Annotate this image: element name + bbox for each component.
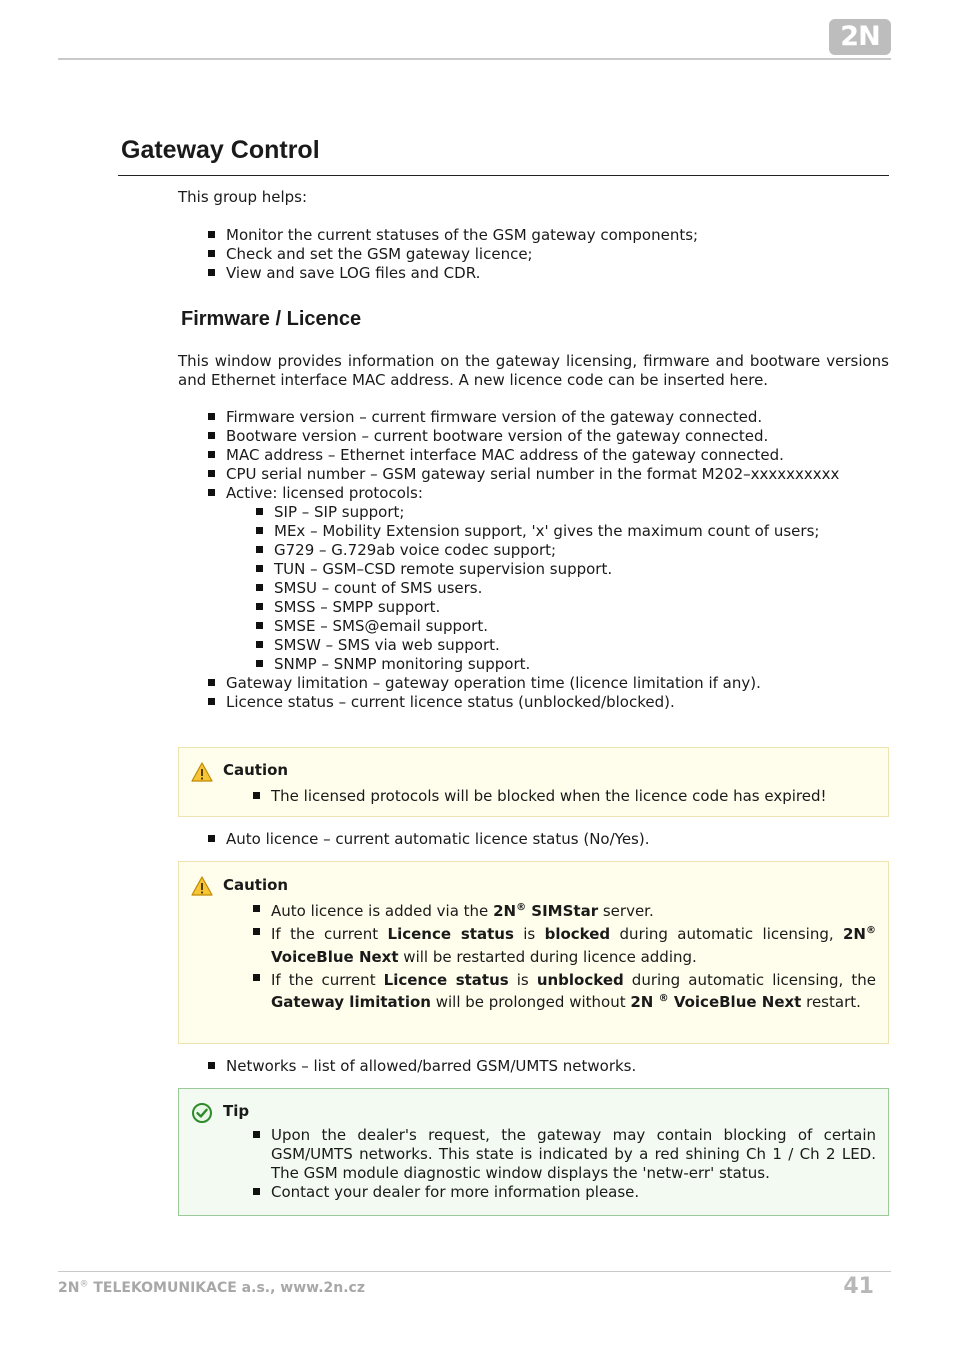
text: restart.	[801, 993, 861, 1011]
footer-rule	[58, 1271, 891, 1272]
warning-icon	[191, 875, 213, 897]
caution-list	[271, 900, 876, 1013]
list-item: Monitor the current statuses of the GSM gateway components;	[226, 226, 889, 245]
text: If the current	[271, 971, 384, 989]
product-name: VoiceBlue Next	[271, 948, 399, 966]
list-item: Licence status – current licence status (unblocked/blocked).	[226, 693, 889, 712]
text: will be restarted during licence adding.	[398, 948, 697, 966]
tip-title: Tip	[223, 1102, 250, 1120]
page-number: 41	[843, 1274, 874, 1299]
list-item: MAC address – Ethernet interface MAC address of the gateway connected.	[226, 446, 889, 465]
list-item: Check and set the GSM gateway licence;	[226, 245, 889, 264]
protocol-list	[274, 503, 889, 674]
licence-field-list	[226, 408, 889, 712]
product-name: SIMStar	[526, 902, 599, 920]
brand: 2N	[630, 993, 659, 1011]
registered-mark: ®	[866, 925, 876, 936]
protocol-item: TUN – GSM–CSD remote supervision support.	[274, 560, 889, 579]
title-rule	[118, 175, 889, 176]
text: Auto licence is added via the	[271, 902, 494, 920]
protocol-item: SMSU – count of SMS users.	[274, 579, 889, 598]
status-value: unblocked	[536, 971, 624, 989]
protocol-item: SMSE – SMS@email support.	[274, 617, 889, 636]
caution-title: Caution	[223, 876, 289, 894]
brand: 2N	[843, 925, 866, 943]
list-item: The licensed protocols will be blocked when the licence code has expired!	[271, 787, 876, 806]
list-item	[271, 923, 876, 969]
protocol-item: SMSS – SMPP support.	[274, 598, 889, 617]
text: If the current	[271, 925, 388, 943]
list-item: CPU serial number – GSM gateway serial number in the format M202–xxxxxxxxxx	[226, 465, 889, 484]
caution-list	[271, 787, 876, 806]
list-item: View and save LOG files and CDR.	[226, 264, 889, 283]
subsection-intro: This window provides information on the gateway licensing, firmware and bootware versions and Ethernet interface MAC address. A new licence code can be inserted here.	[178, 352, 889, 389]
networks-list	[226, 1057, 889, 1076]
field-name: Licence status	[383, 971, 509, 989]
company-text: TELEKOMUNIKACE a.s., www.2n.cz	[88, 1280, 365, 1296]
registered-mark: ®	[658, 993, 669, 1004]
tip-list	[271, 1126, 876, 1202]
header-rule	[58, 58, 891, 60]
text: during automatic licensing,	[610, 925, 843, 943]
list-item	[271, 969, 876, 1013]
field-name: Gateway limitation	[271, 993, 431, 1011]
product-name: VoiceBlue Next	[668, 993, 802, 1011]
caution-title: Caution	[223, 761, 289, 779]
brand: 2N	[58, 1280, 80, 1296]
list-item: Firmware version – current firmware version of the gateway connected.	[226, 408, 889, 427]
registered-mark: ®	[516, 902, 527, 913]
tip-box	[178, 1088, 889, 1216]
brand: 2N	[493, 902, 517, 920]
text: is	[513, 925, 545, 943]
text: will be prolonged without	[430, 993, 631, 1011]
status-value: blocked	[544, 925, 611, 943]
list-item: Bootware version – current bootware version of the gateway connected.	[226, 427, 889, 446]
field-name: Licence status	[387, 925, 514, 943]
caution-box	[178, 861, 889, 1044]
warning-icon	[191, 761, 213, 783]
2n-logo: 2N	[829, 19, 891, 55]
list-item	[271, 900, 876, 923]
caution-box	[178, 747, 889, 817]
protocol-item: G729 – G.729ab voice codec support;	[274, 541, 889, 560]
protocol-item: SMSW – SMS via web support.	[274, 636, 889, 655]
text: server.	[598, 902, 654, 920]
protocol-item: SNMP – SNMP monitoring support.	[274, 655, 889, 674]
list-item: Contact your dealer for more information please.	[271, 1183, 876, 1202]
list-item	[226, 484, 889, 674]
protocol-item: MEx – Mobility Extension support, 'x' gives the maximum count of users;	[274, 522, 889, 541]
intro-text: This group helps:	[178, 188, 308, 206]
auto-licence-list	[226, 830, 889, 849]
list-item: Upon the dealer's request, the gateway may contain blocking of certain GSM/UMTS networks. This state is indicated by a red shining Ch 1 / Ch 2 LED. The GSM module diagnostic window displays the 'netw-err' status.	[271, 1126, 876, 1182]
registered-mark: ®	[79, 1279, 89, 1290]
section-title: Gateway Control	[121, 136, 320, 164]
protocol-item: SIP – SIP support;	[274, 503, 889, 522]
list-item: Auto licence – current automatic licence status (No/Yes).	[226, 830, 889, 849]
list-item: Networks – list of allowed/barred GSM/UMTS networks.	[226, 1057, 889, 1076]
subsection-title: Firmware / Licence	[181, 308, 362, 330]
list-item: Gateway limitation – gateway operation time (licence limitation if any).	[226, 674, 889, 693]
list-item-label: Active: licensed protocols:	[226, 484, 423, 502]
check-circle-icon	[191, 1102, 213, 1124]
text: is	[508, 971, 537, 989]
footer-text	[58, 1280, 365, 1296]
intro-list	[226, 226, 889, 283]
text: during automatic licensing, the	[623, 971, 876, 989]
